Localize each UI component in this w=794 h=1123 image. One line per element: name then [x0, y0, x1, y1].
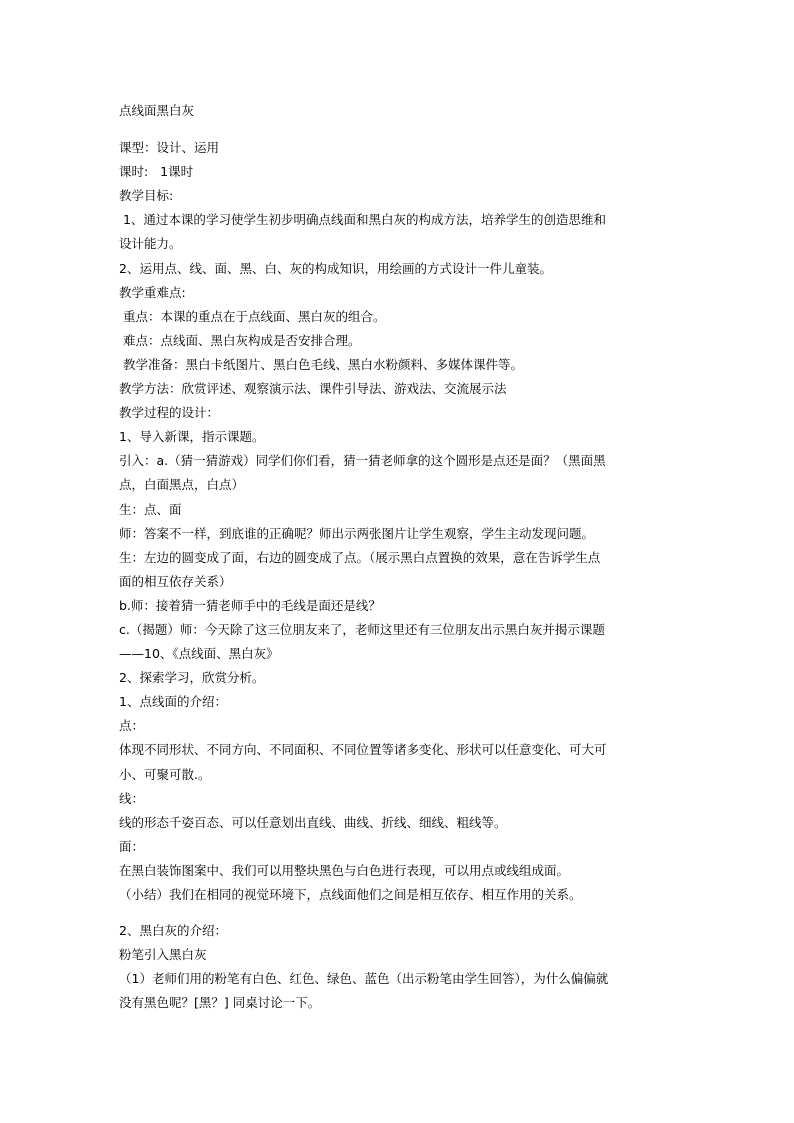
document-body: [119, 99, 679, 1015]
text-line: 2、探索学习，欣赏分析。: [119, 670, 265, 686]
text-line: 设计能力。: [119, 236, 182, 252]
text-line: 师：答案不一样，到底谁的正确呢？师出示两张图片让学生观察，学生主动发现问题。: [119, 525, 595, 541]
text-line: ——10、《点线面、黑白灰》: [119, 646, 279, 662]
text-line: c.（揭题）师：今天除了这三位朋友来了，老师这里还有三位朋友出示黑白灰并揭示课题: [119, 621, 605, 637]
text-block-continued: [119, 919, 679, 1015]
text-line: 教学方法：欣赏评述、观察演示法、课件引导法、游戏法、交流展示法: [119, 381, 507, 397]
text-line: 生：左边的圆变成了面，右边的圆变成了点。（展示黑白点置换的效果，意在告诉学生点: [119, 549, 601, 565]
paragraph-gap: [119, 123, 679, 136]
text-line: 粉笔引入黑白灰: [119, 947, 207, 963]
text-line: 难点：点线面、黑白灰构成是否安排合理。: [119, 332, 361, 348]
text-line: 2、运用点、线、面、黑、白、灰的构成知识，用绘画的方式设计一件儿童装。: [119, 260, 552, 276]
text-line: 课时: 1课时: [119, 164, 194, 180]
text-line: 点：: [119, 718, 145, 734]
text-line: 没有黑色呢？[黑？] 同桌讨论一下。: [119, 995, 321, 1011]
text-line: 小、可聚可散.。: [119, 766, 211, 782]
text-line: （1）老师们用的粉笔有白色、红色、绿色、蓝色（出示粉笔由学生回答），为什么偏偏就: [119, 971, 609, 987]
text-line: 教学重难点:: [119, 284, 186, 300]
text-line: 1、点线面的介绍：: [119, 694, 227, 710]
text-line: 面的相互依存关系）: [119, 573, 232, 589]
text-line: 生：点、面: [119, 501, 182, 517]
text-line: 面：: [119, 838, 145, 854]
text-line: 体现不同形状、不同方向、不同面积、不同位置等诸多变化、形状可以任意变化、可大可: [119, 742, 607, 758]
document-title: 点线面黑白灰: [119, 103, 195, 118]
text-block-main: [119, 136, 679, 907]
text-line: b.师：接着猜一猜老师手中的毛线是面还是线？: [119, 597, 381, 613]
text-line: （小结）我们在相同的视觉环境下，点线面他们之间是相互依存、相互作用的关系。: [119, 887, 582, 902]
text-line: 在黑白装饰图案中、我们可以用整块黑色与白色进行表现，可以用点或线组成面。: [119, 862, 570, 878]
text-line: 1、导入新课，指示课题。: [119, 429, 265, 445]
text-line: 点，白面黑点，白点）: [119, 477, 245, 493]
text-line: 2、黑白灰的介绍：: [119, 923, 227, 939]
text-line: 教学目标:: [119, 188, 174, 204]
text-line: 教学过程的设计：: [119, 405, 220, 421]
text-line: 重点：本课的重点在于点线面、黑白灰的组合。: [119, 308, 386, 324]
text-line: 课型：设计、运用: [119, 140, 220, 156]
text-line: 1、通过本课的学习使学生初步明确点线面和黑白灰的构成方法，培养学生的创造思维和: [119, 212, 606, 228]
text-line: 引入：a.（猜一猜游戏）同学们你们看，猜一猜老师拿的这个圆形是点还是面？（黑面黑: [119, 453, 606, 469]
paragraph-gap: [119, 907, 679, 919]
text-line: 线的形态千姿百态、可以任意划出直线、曲线、折线、细线、粗线等。: [119, 814, 507, 830]
text-line: 教学准备：黑白卡纸图片、黑白色毛线、黑白水粉颜料、多媒体课件等。: [119, 356, 523, 372]
text-line: 线：: [119, 790, 145, 806]
